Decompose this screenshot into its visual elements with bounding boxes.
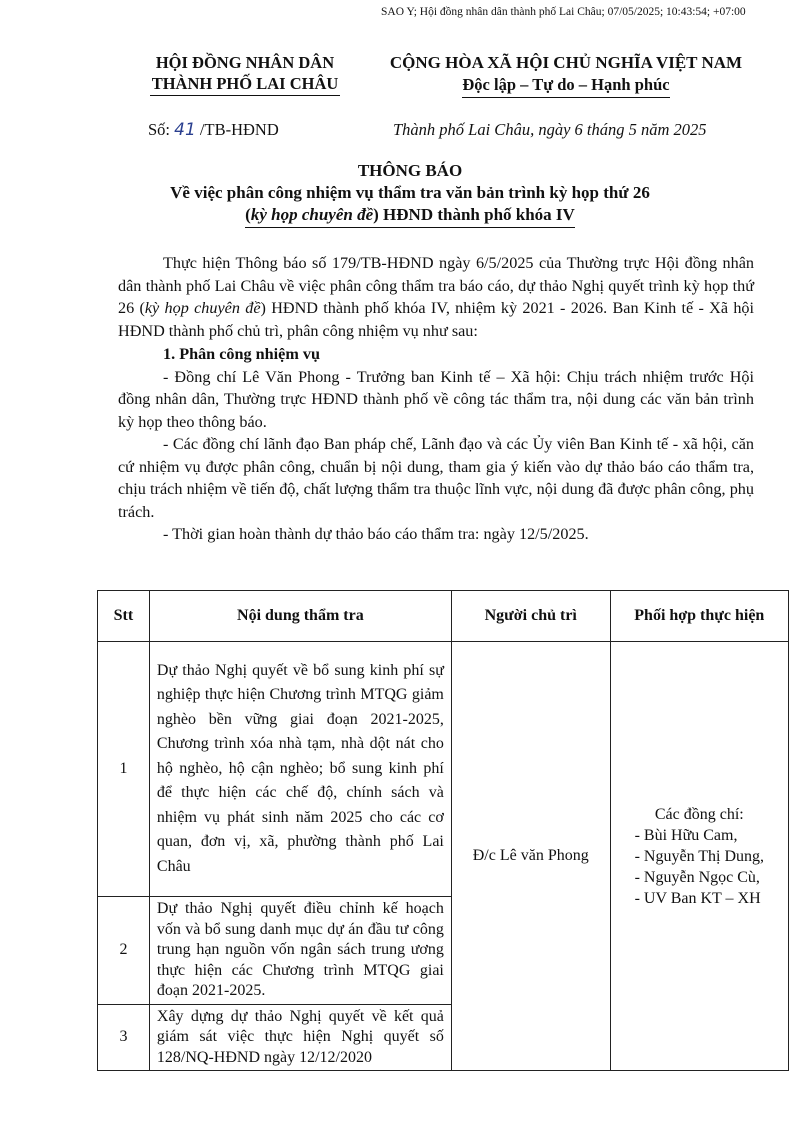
row-content: Dự thảo Nghị quyết về bổ sung kinh phí sự nghiệp thực hiện Chương trình MTQG giảm nghèo bền vững giai đoạn 2021-2025, Chương trình xóa nhà tạm, nhà dột nát cho hộ nghèo, hộ cận nghèo; bổ sung kinh phí để thực hiện các chế độ, chính sách và nhiệm vụ phát sinh năm 2025 cho các cơ quan, đơn vị, xã, phường thành phố Lai Châu: [149, 642, 451, 897]
header-lead: Người chủ trì: [451, 591, 610, 642]
header-stt: Stt: [98, 591, 150, 642]
paragraph-lead-duty: - Đồng chí Lê Văn Phong - Trưởng ban Kinh tế – Xã hội: Chịu trách nhiệm trước Hội đồng nhân dân, Thường trực HĐND thành phố về công tác thẩm tra, nội dung các văn bản trình kỳ họp theo thông báo.: [118, 367, 754, 431]
digital-copy-stamp: SAO Y; Hội đồng nhân dân thành phố Lai Châu; 07/05/2025; 10:43:54; +07:00: [381, 6, 746, 18]
intro-paragraph: Thực hiện Thông báo số 179/TB-HĐND ngày 6/5/2025 của Thường trực Hội đồng nhân dân thành phố Lai Châu về việc phân công thẩm tra báo cáo, dự thảo Nghị quyết trình kỳ họp thứ 26 (kỳ họp chuyên đề) HĐND thành phố khóa IV, nhiệm kỳ 2021 - 2026. Ban Kinh tế - Xã hội HĐND thành phố chủ trì, phân công nhiệm vụ như sau:: [118, 254, 754, 340]
table-row: [98, 642, 789, 897]
number-suffix: /TB-HĐND: [199, 120, 279, 139]
title-sub-1: Về việc phân công nhiệm vụ thẩm tra văn bản trình kỳ họp thứ 26: [170, 183, 650, 202]
title-sub-2: (kỳ họp chuyên đề) HĐND thành phố khóa IV: [245, 204, 575, 228]
nation-name: CỘNG HÒA XÃ HỘI CHỦ NGHĨA VIỆT NAM: [389, 53, 743, 72]
nation-motto: Độc lập – Tự do – Hạnh phúc: [462, 74, 669, 98]
section-1-heading: 1. Phân công nhiệm vụ: [163, 345, 320, 363]
handwritten-number: 41: [174, 120, 196, 140]
coop-item: - UV Ban KT – XH: [634, 889, 761, 907]
coop-item: - Bùi Hữu Cam,: [634, 826, 738, 844]
header-coop: Phối hợp thực hiện: [610, 591, 788, 642]
coop-cell: [610, 642, 788, 1071]
paragraph-deadline: - Thời gian hoàn thành dự thảo báo cáo thẩm tra: ngày 12/5/2025.: [163, 525, 589, 543]
document-title: [80, 160, 740, 228]
row-stt: 1: [98, 642, 150, 897]
table-header-row: [98, 591, 789, 642]
title-main: THÔNG BÁO: [357, 161, 463, 180]
paragraph-members-duty: - Các đồng chí lãnh đạo Ban pháp chế, Lãnh đạo và các Ủy viên Ban Kinh tế - xã hội, căn cứ nhiệm vụ được phân công, chuẩn bị nội dung, tham gia ý kiến vào dự thảo báo cáo thẩm tra, chịu trách nhiệm về tiến độ, chất lượng thẩm tra thuộc lĩnh vực, nội dung đã được phân công, phụ trách.: [118, 435, 754, 521]
document-number: [148, 120, 279, 140]
row-stt: 2: [98, 897, 150, 1005]
lead-person: Đ/c Lê văn Phong: [451, 642, 610, 1071]
row-content: Xây dựng dự thảo Nghị quyết về kết quả giám sát việc thực hiện Nghị quyết số 128/NQ-HĐND ngày 12/12/2020: [149, 1004, 451, 1071]
coop-item: - Nguyễn Thị Dung,: [634, 847, 765, 865]
national-header: [362, 52, 770, 98]
row-stt: 3: [98, 1004, 150, 1071]
issuing-agency: [100, 52, 390, 96]
coop-title: Các đồng chí:: [654, 805, 744, 823]
place-date: Thành phố Lai Châu, ngày 6 tháng 5 năm 2025: [393, 120, 707, 139]
number-prefix: Số:: [148, 120, 171, 139]
coop-item: - Nguyễn Ngọc Cù,: [634, 868, 760, 886]
agency-line-2: THÀNH PHỐ LAI CHÂU: [150, 73, 341, 96]
header-content: Nội dung thẩm tra: [149, 591, 451, 642]
agency-line-1: HỘI ĐỒNG NHÂN DÂN: [155, 53, 335, 72]
row-content: Dự thảo Nghị quyết điều chỉnh kế hoạch vốn và bổ sung danh mục dự án đầu tư công trung hạn nguồn vốn ngân sách trung ương thực hiện các Chương trình MTQG giai đoạn 2021-2025.: [149, 897, 451, 1005]
assignment-table: [97, 590, 789, 1071]
document-body: [118, 252, 754, 546]
